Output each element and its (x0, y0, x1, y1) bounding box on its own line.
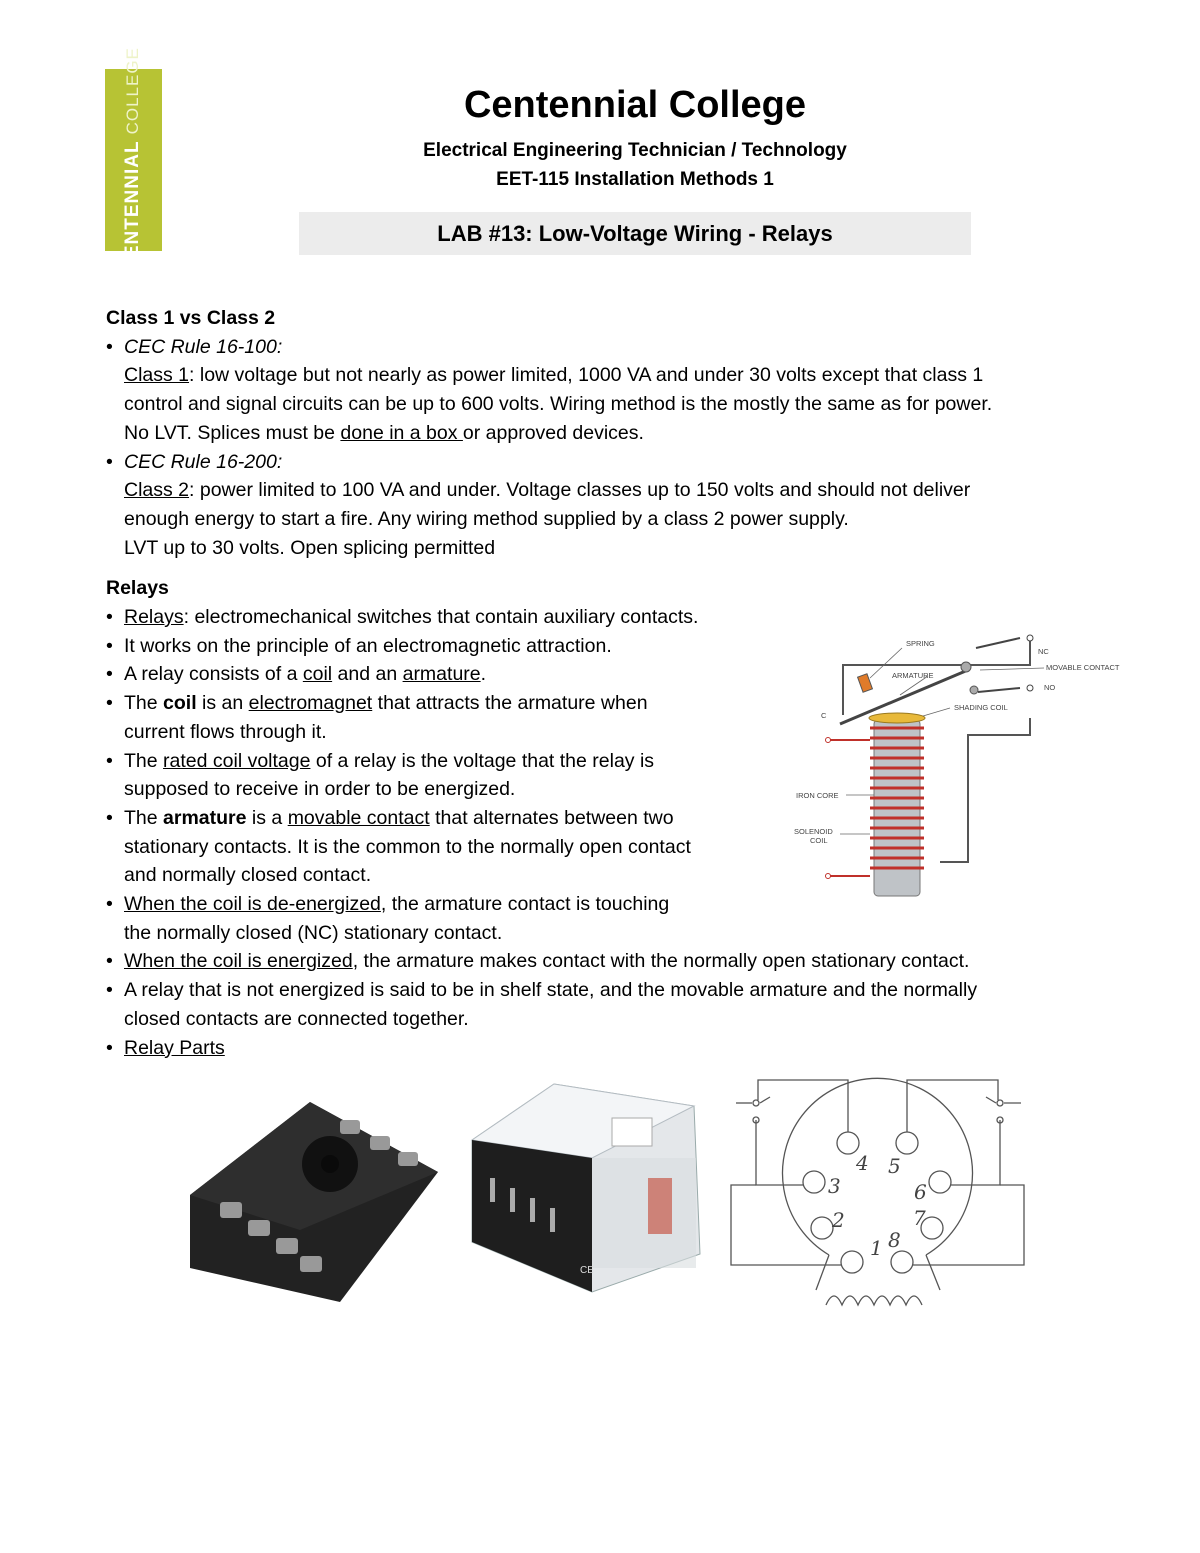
underlined-text: When the coil is de-energized (124, 893, 381, 916)
class-heading: Class 1 vs Class 2 (106, 307, 276, 329)
relays-heading: Relays (106, 577, 169, 600)
pin-label-3: 3 (828, 1174, 841, 1198)
text-span: is a (246, 806, 288, 829)
class2-line1 (106, 476, 1106, 505)
label-movable-contact: MOVABLE CONTACT (1046, 663, 1120, 672)
list-item: • A relay that is not energized is said to be in shelf state, and the movable armature and the normally (106, 976, 1106, 1005)
course-name: EET-115 Installation Methods 1 (496, 169, 774, 190)
relay-socket-image (190, 1090, 440, 1315)
college-logo (105, 47, 162, 273)
list-item (106, 333, 1106, 362)
rule-16-200: CEC Rule 16-200: (124, 450, 283, 473)
class1-line2: control and signal circuits can be up to 600 volts. Wiring method is the mostly the same as for power. (124, 393, 993, 416)
class1-label: Class 1 (124, 364, 190, 387)
pin-label-4: 4 (856, 1151, 869, 1175)
class1-line1 (106, 361, 1106, 390)
bold-text: armature (163, 806, 247, 829)
lab-title: LAB #13: Low-Voltage Wiring - Relays (437, 220, 833, 246)
logo-secondary-text: COLLEGE (123, 47, 142, 135)
list-item (106, 1034, 1106, 1063)
text-span: The (124, 692, 164, 715)
list-item-continuation: closed contacts are connected together. (124, 1007, 469, 1030)
list-item-continuation: and normally closed contact. (124, 864, 372, 887)
lab-title-bar (299, 212, 971, 255)
solenoid-coil (870, 728, 924, 868)
list-item (106, 448, 1106, 477)
list-item-continuation: supposed to receive in order to be energized. (124, 778, 516, 801)
underlined-text: armature (402, 663, 481, 686)
ce-mark: CE (580, 1265, 594, 1276)
label-no: NO (1044, 683, 1056, 692)
underlined-text: coil (302, 663, 333, 686)
page-title: Centennial College (463, 84, 807, 126)
underlined-text: rated coil voltage (163, 749, 311, 772)
text-span: , the armature contact is touching (380, 893, 670, 916)
text-span: The (124, 806, 164, 829)
label-coil: COIL (810, 836, 828, 845)
text-span: The (124, 749, 164, 772)
text-span: that attracts the armature when (372, 692, 648, 715)
list-item (106, 603, 1106, 632)
label-c: C (821, 711, 827, 720)
logo-primary-text: CENTENNIAL (122, 140, 143, 273)
pin-label-5: 5 (888, 1154, 901, 1178)
underlined-text: electromagnet (248, 692, 373, 715)
label-nc: NC (1038, 647, 1049, 656)
underlined-text: done in a box (340, 421, 463, 444)
label-solenoid: SOLENOID (794, 827, 833, 836)
text-span: : electromechanical switches that contain auxiliary contacts. (183, 606, 699, 629)
pin-label-1: 1 (870, 1236, 883, 1260)
class2-line3: LVT up to 30 volts. Open splicing permitted (124, 536, 496, 559)
underlined-text: Relays (124, 606, 184, 629)
relay-pin-diagram (726, 1075, 1031, 1330)
program-name: Electrical Engineering Technician / Technology (423, 140, 847, 161)
list-item-continuation: the normally closed (NC) stationary contact. (124, 921, 503, 944)
class1-text: : low voltage but not nearly as power limited, 1000 VA and under 30 volts except that class 1 (189, 364, 984, 387)
label-spring: SPRING (906, 639, 935, 648)
text-span: that alternates between two (429, 806, 674, 829)
text-span: is an (196, 692, 249, 715)
text-span: A relay consists of a (124, 663, 303, 686)
relay-cutaway-diagram (788, 630, 1138, 900)
rule-16-100: CEC Rule 16-100: (124, 335, 283, 358)
class2-text: : power limited to 100 VA and under. Voltage classes up to 150 volts and should not deliver (189, 479, 971, 502)
text-span: . (480, 663, 487, 686)
list-item-continuation: current flows through it. (124, 720, 327, 743)
text-span: of a relay is the voltage that the relay is (310, 749, 655, 772)
relay-parts-label: Relay Parts (124, 1036, 225, 1059)
pin-label-8: 8 (888, 1228, 901, 1252)
underlined-text: movable contact (287, 806, 430, 829)
text-span: , the armature makes contact with the normally open stationary contact. (352, 950, 970, 973)
pin-label-7: 7 (913, 1206, 926, 1230)
class1-line3 (106, 419, 1106, 448)
text-span: No LVT. Splices must be (124, 421, 341, 444)
label-iron-core: IRON CORE (796, 791, 839, 800)
pin-label-6: 6 (914, 1180, 927, 1204)
class2-line2: enough energy to start a fire. Any wiring method supplied by a class 2 power supply. (124, 507, 849, 530)
list-item (106, 947, 1106, 976)
pin-label-2: 2 (832, 1208, 845, 1232)
list-item: • It works on the principle of an electromagnetic attraction. (106, 632, 1106, 661)
label-armature: ARMATURE (892, 671, 934, 680)
text-span: or approved devices. (462, 421, 644, 444)
text-span: and an (332, 663, 403, 686)
bold-text: coil (163, 692, 197, 715)
list-item-continuation: stationary contacts. It is the common to the normally open contact (124, 835, 691, 858)
relay-image (462, 1078, 712, 1298)
underlined-text: When the coil is energized (124, 950, 353, 973)
class2-label: Class 2 (124, 479, 190, 502)
label-shading-coil: SHADING COIL (954, 703, 1008, 712)
